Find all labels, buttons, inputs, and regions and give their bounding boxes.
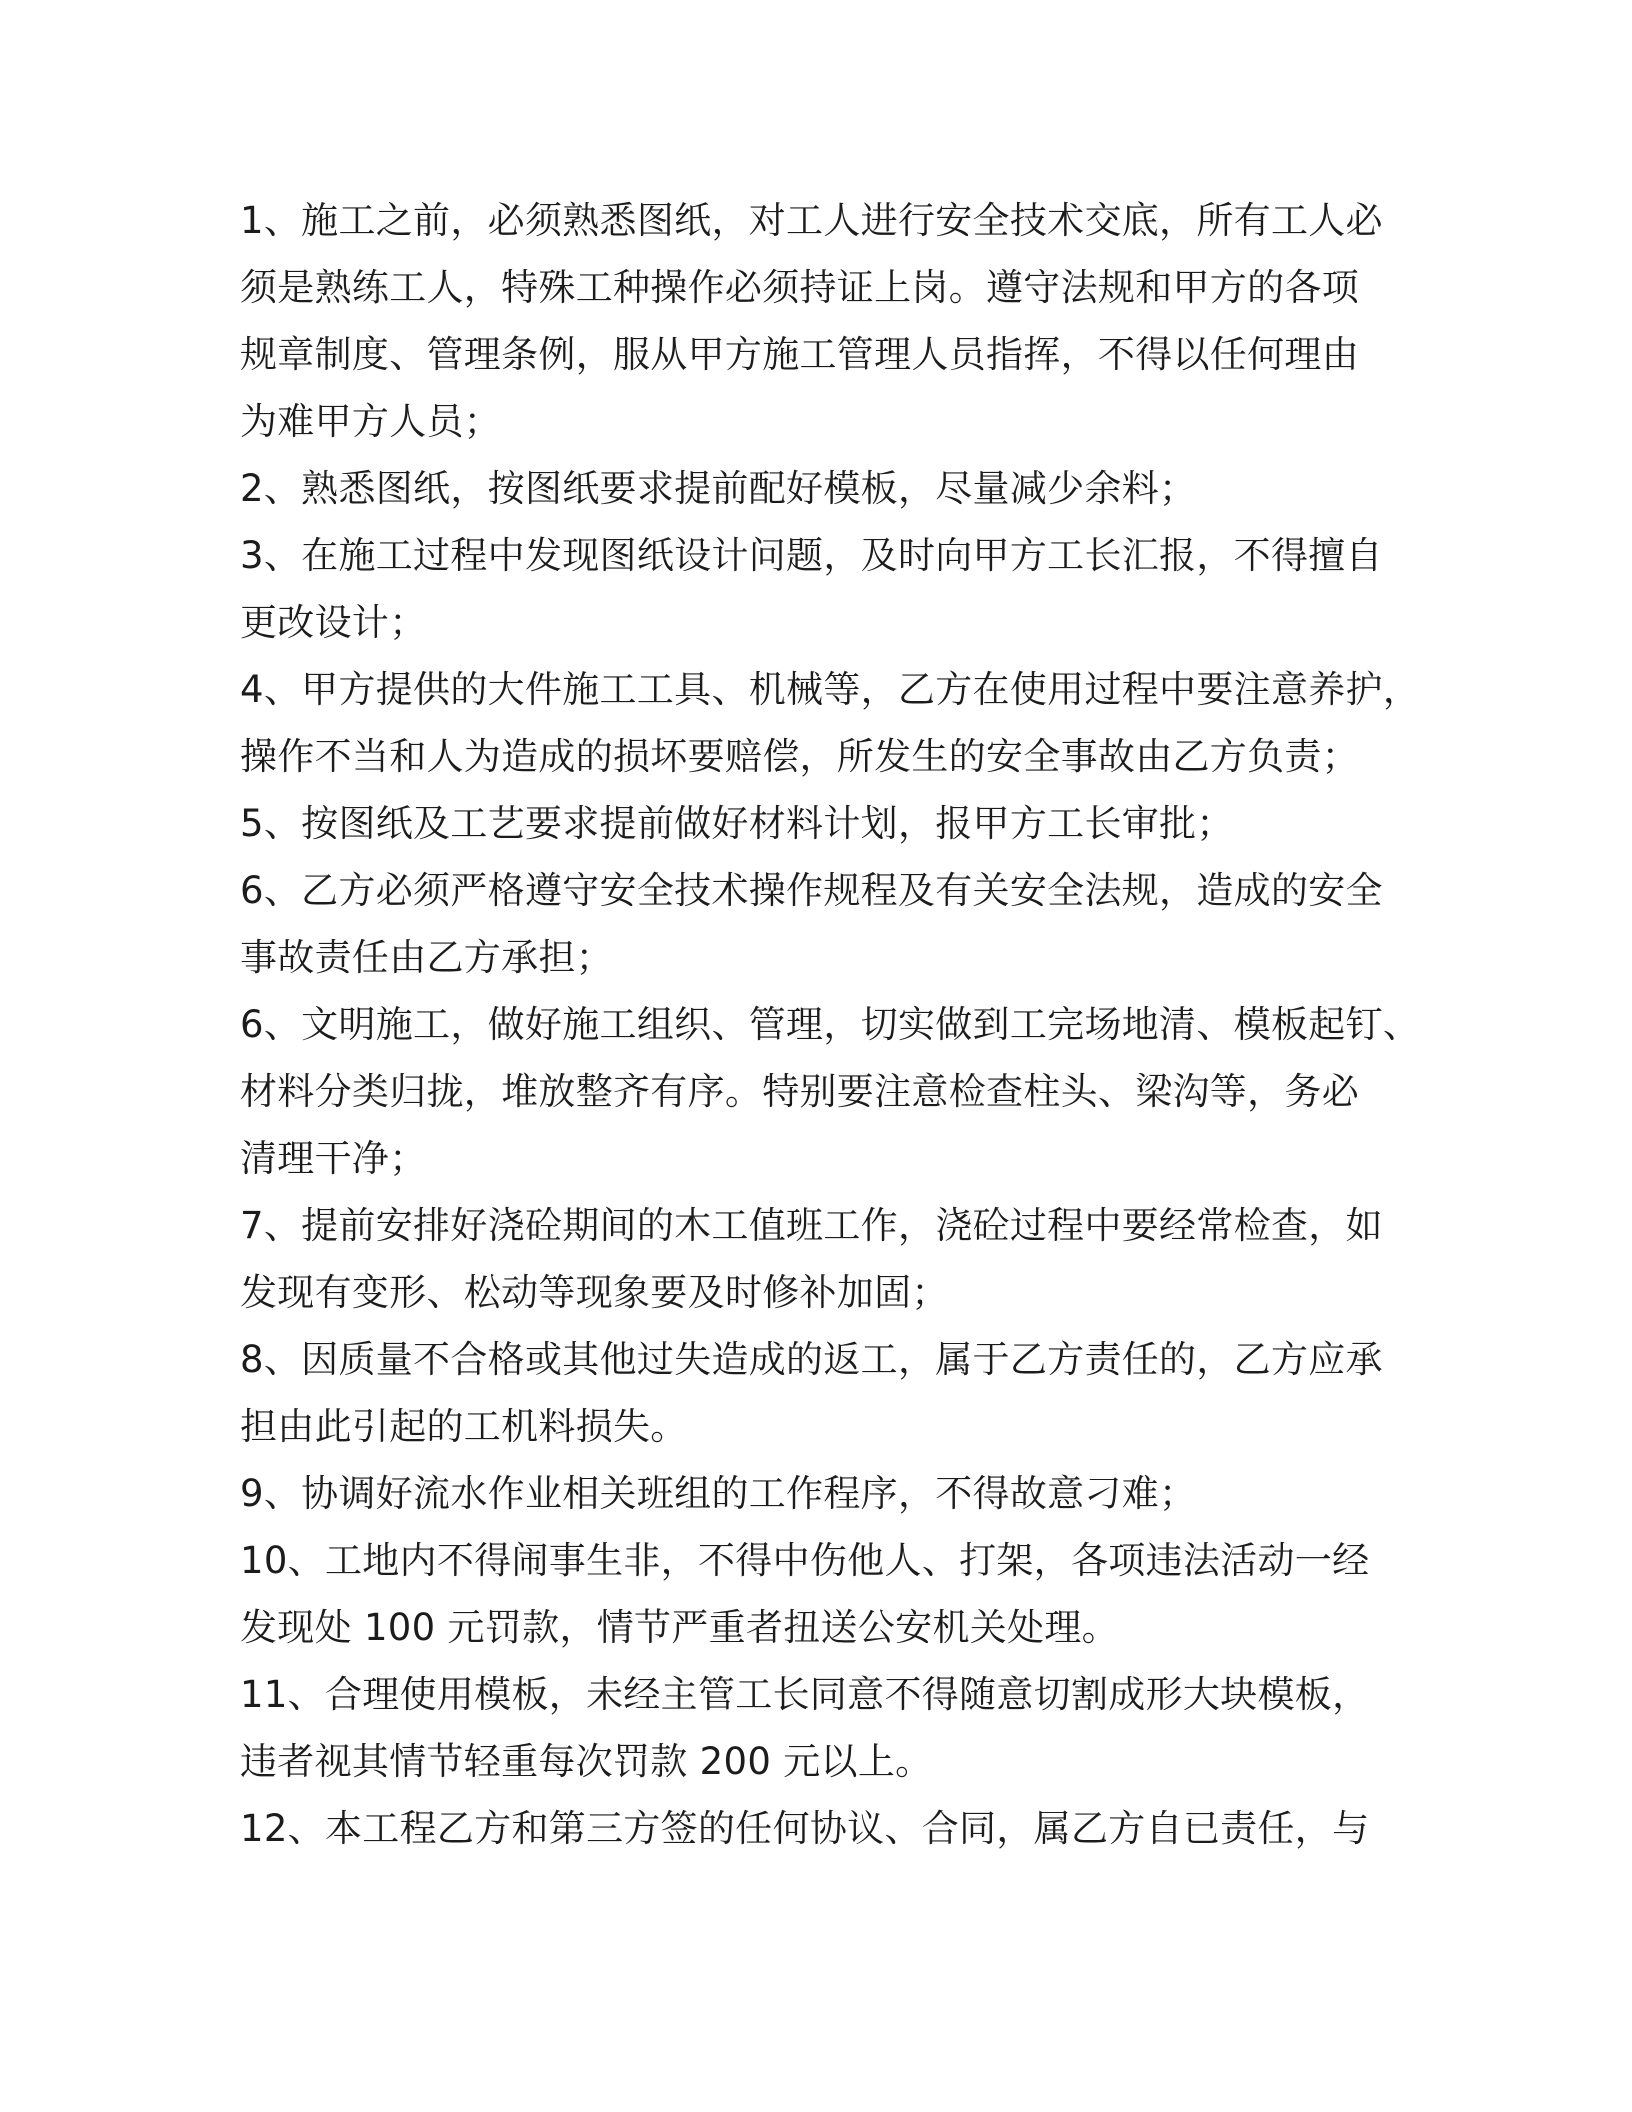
text-line: 清理干净； — [240, 1137, 427, 1180]
text-line: 担由此引起的工机料损失。 — [240, 1405, 688, 1448]
text-line: 12、本工程乙方和第三方签的任何协议、合同，属乙方自已责任，与 — [240, 1807, 1370, 1850]
text-line: 须是熟练工人，特殊工种操作必须持证上岗。遵守法规和甲方的各项 — [240, 266, 1359, 309]
text-line: 3、在施工过程中发现图纸设计问题，及时向甲方工长汇报，不得擅自 — [240, 534, 1383, 577]
text-line: 7、提前安排好浇砼期间的木工值班工作，浇砼过程中要经常检查，如 — [240, 1204, 1383, 1247]
text-line: 2、熟悉图纸，按图纸要求提前配好模板，尽量减少余料； — [240, 467, 1197, 510]
text-line: 6、文明施工，做好施工组织、管理，切实做到工完场地清、模板起钉、 — [240, 1003, 1421, 1046]
text-line: 发现有变形、松动等现象要及时修补加固； — [240, 1271, 949, 1314]
text-line: 8、因质量不合格或其他过失造成的返工，属于乙方责任的，乙方应承 — [240, 1338, 1383, 1381]
text-line: 11、合理使用模板，未经主管工长同意不得随意切割成形大块模板， — [240, 1673, 1370, 1716]
text-line: 更改设计； — [240, 601, 427, 644]
text-line: 4、甲方提供的大件施工工具、机械等，乙方在使用过程中要注意养护， — [240, 668, 1421, 711]
text-line: 为难甲方人员； — [240, 400, 502, 443]
text-line: 1、施工之前，必须熟悉图纸，对工人进行安全技术交底，所有工人必 — [240, 199, 1383, 242]
text-line: 规章制度、管理条例，服从甲方施工管理人员指挥，不得以任何理由 — [240, 333, 1359, 376]
text-line: 5、按图纸及工艺要求提前做好材料计划，报甲方工长审批； — [240, 802, 1234, 845]
text-line: 事故责任由乙方承担； — [240, 936, 613, 979]
text-line: 9、协调好流水作业相关班组的工作程序，不得故意刁难； — [240, 1472, 1197, 1515]
text-line: 发现处 100 元罚款，情节严重者扭送公安机关处理。 — [240, 1606, 1119, 1649]
text-line: 违者视其情节轻重每次罚款 200 元以上。 — [240, 1740, 933, 1783]
text-line: 6、乙方必须严格遵守安全技术操作规程及有关安全法规，造成的安全 — [240, 869, 1383, 912]
text-line: 10、工地内不得闹事生非，不得中伤他人、打架，各项违法活动一经 — [240, 1539, 1370, 1582]
text-line: 操作不当和人为造成的损坏要赔偿，所发生的安全事故由乙方负责； — [240, 735, 1359, 778]
text-line: 材料分类归拢，堆放整齐有序。特别要注意检查柱头、梁沟等，务必 — [240, 1070, 1359, 1113]
document-body — [240, 187, 1421, 1862]
